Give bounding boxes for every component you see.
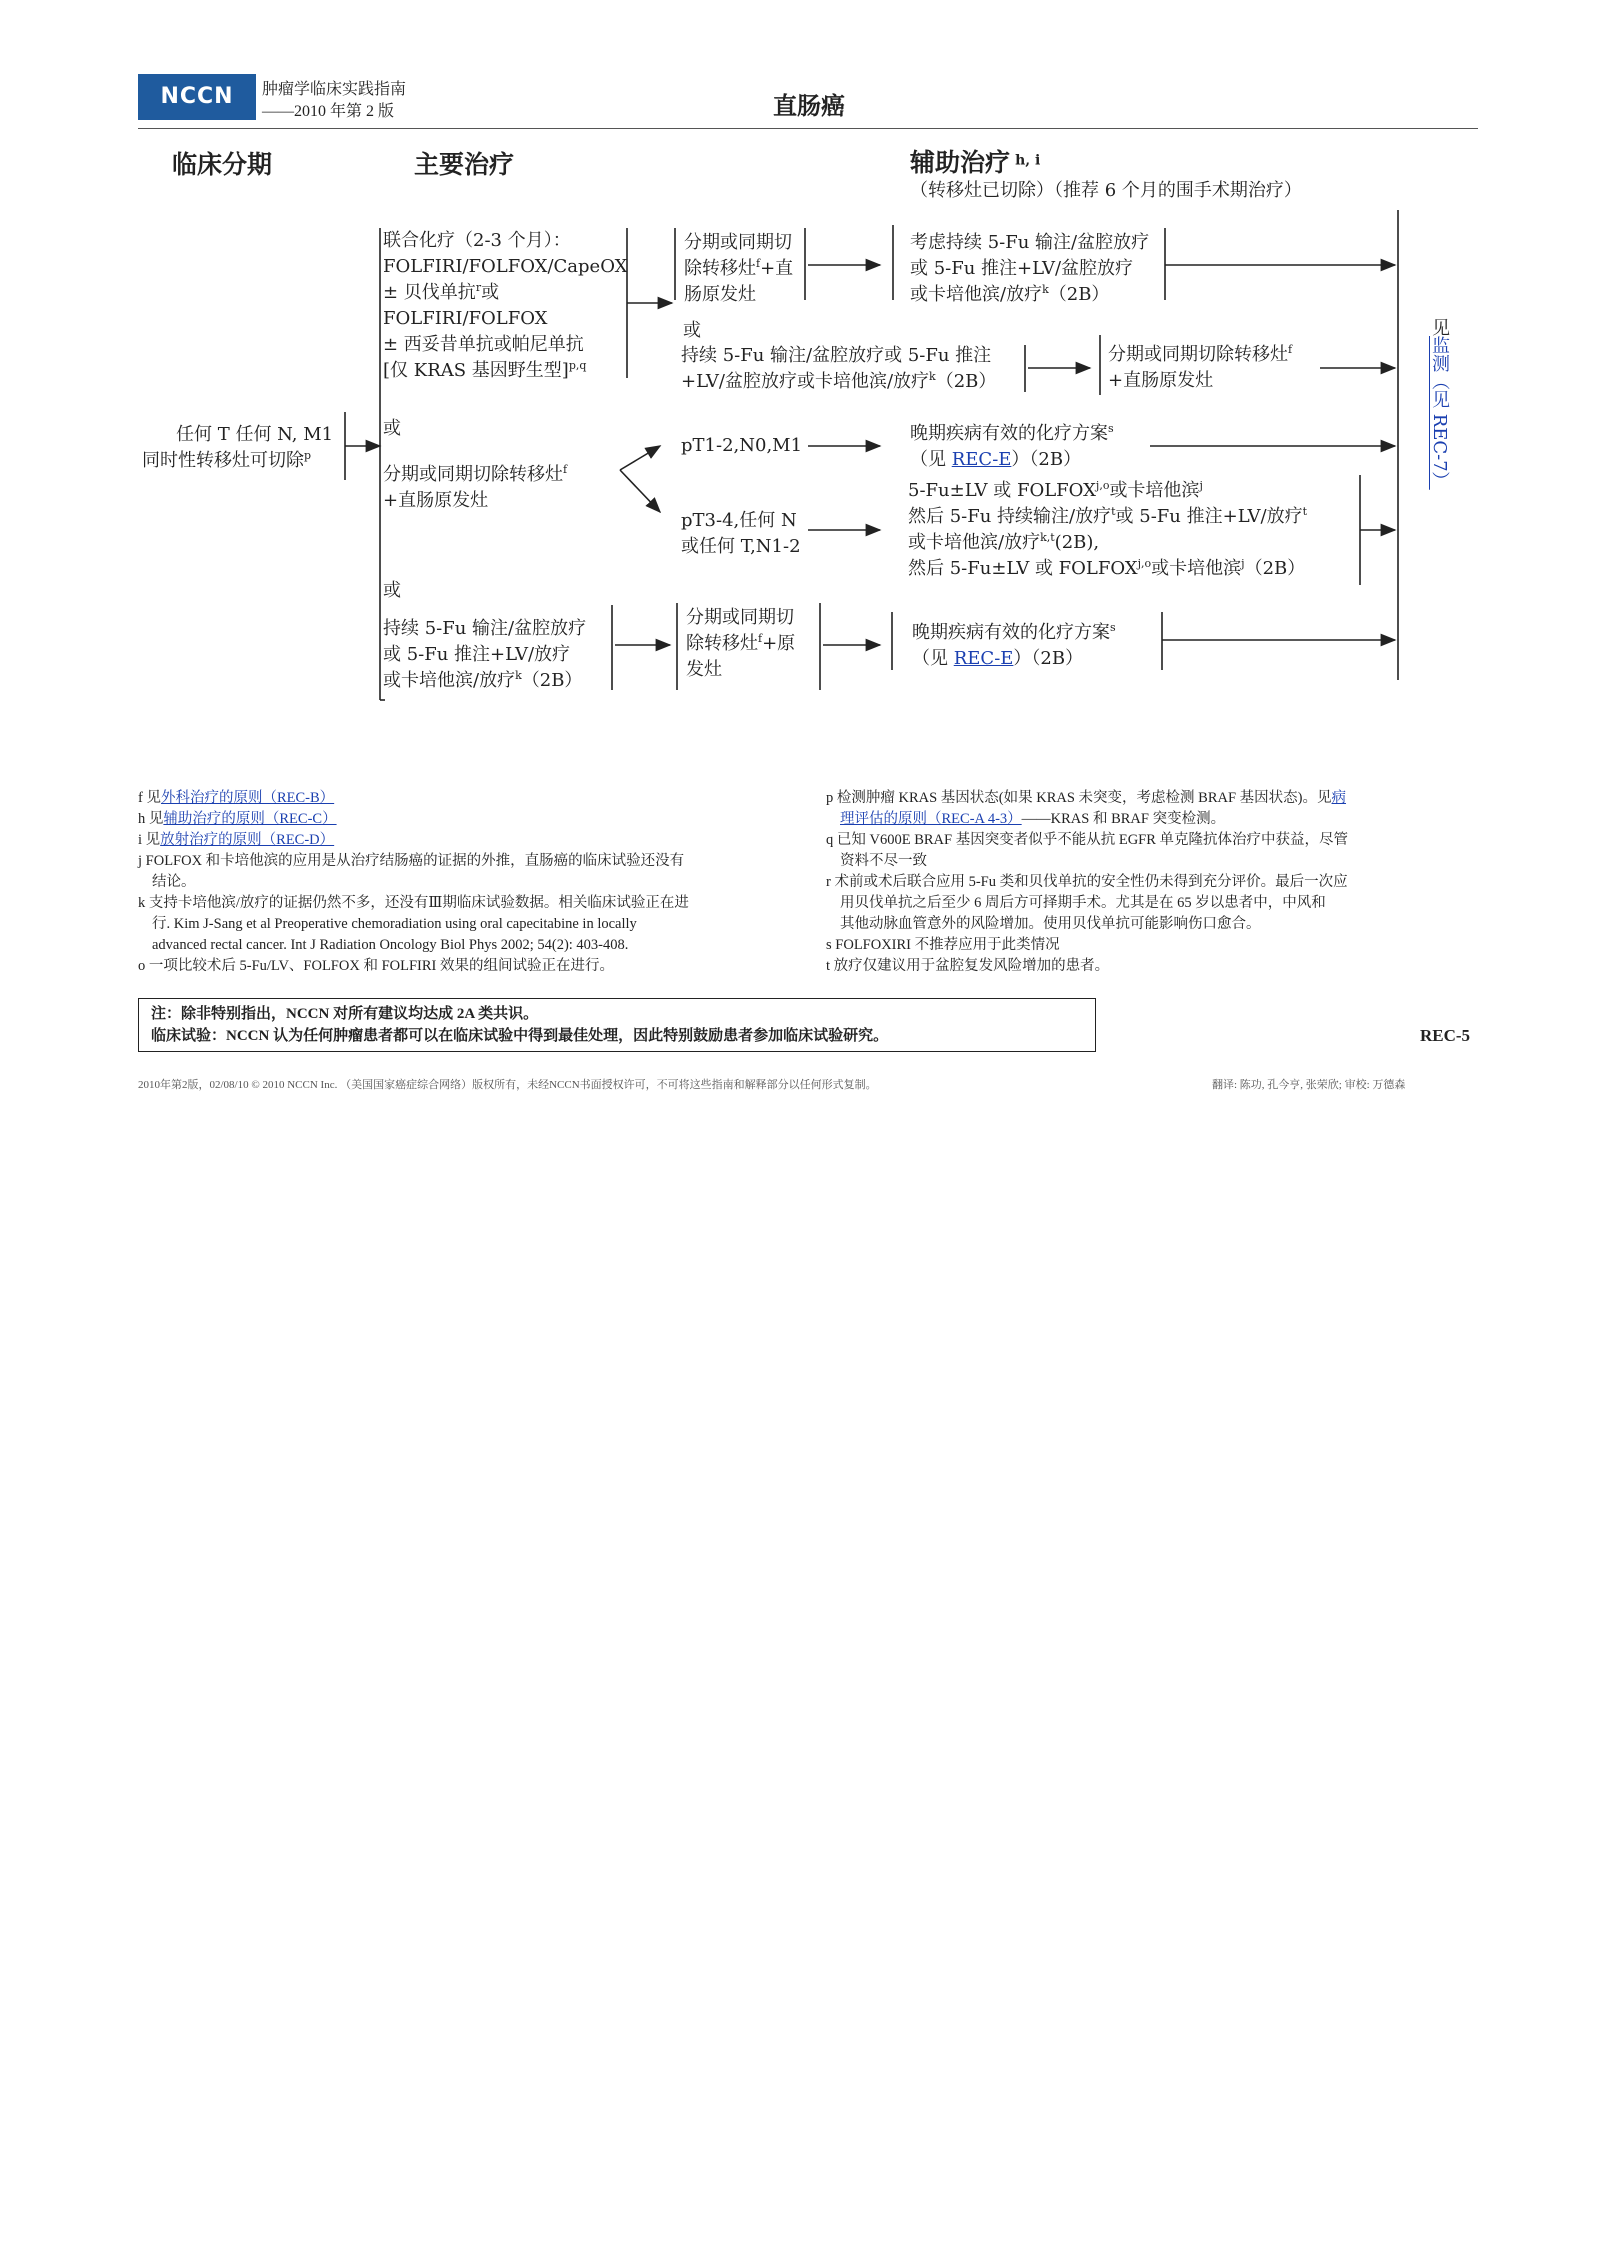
branch3-primary-line: 或 5-Fu 推注+LV/放疗 xyxy=(383,644,571,665)
branch2-lower-line: 或卡培他滨/放疗$^{k,t}$(2B), xyxy=(908,531,1100,553)
branch2-lower-stage-line: pT3-4,任何 N xyxy=(681,510,797,531)
footer-copyright: 2010年第2版，02/08/10 © 2010 NCCN Inc. （美国国家癌症综合网络）版权所有，未经NCCN书面授权许可，不可将这些指南和解释部分以任何形式复制。 xyxy=(138,1079,877,1091)
branch1-primary-line: FOLFIRI/FOLFOX xyxy=(383,308,548,329)
footnote-link[interactable]: 外科治疗的原则（REC-B） xyxy=(160,790,335,806)
branch3-primary xyxy=(383,616,586,694)
footnote-item xyxy=(826,788,1476,809)
branch1-primary-line: FOLFIRI/FOLFOX/CapeOX xyxy=(383,256,628,277)
note-line-2: 临床试验：NCCN 认为任何肿瘤患者都可以在临床试验中得到最佳处理，因此特别鼓励患者参加临床试验研究。 xyxy=(151,1028,889,1044)
header-subtitle-2: ——2010 年第 2 版 xyxy=(262,103,395,120)
footnote-text: FOLFOXIRI 不推荐应用于此类情况 xyxy=(835,937,1060,953)
branch2-surgery-line: +直肠原发灶 xyxy=(383,490,489,511)
branch3-adjuvant xyxy=(912,620,1116,672)
branch2-lower-stage xyxy=(681,508,801,560)
nccn-logo: NCCN xyxy=(138,74,256,120)
footnote-item xyxy=(138,914,798,935)
footnote-key: o xyxy=(138,958,146,974)
branch1-alt-surgery xyxy=(1108,342,1292,394)
branch1-surgery xyxy=(684,230,793,308)
footnote-text: 见 xyxy=(146,790,161,806)
footnote-item xyxy=(138,893,798,914)
branch1-adjuvant-line: 或 5-Fu 推注+LV/盆腔放疗 xyxy=(910,258,1134,279)
footnote-text: 用贝伐单抗之后至少 6 周后方可择期手术。尤其是在 65 岁以患者中，中风和 xyxy=(840,895,1326,911)
footnote-link[interactable]: 辅助治疗的原则（REC-C） xyxy=(163,811,337,827)
footnote-key: i xyxy=(138,832,143,848)
stage-line-1: 任何 T 任何 N, M1 xyxy=(176,424,334,445)
branch3-surgery-line: 分期或同期切 xyxy=(686,607,794,628)
footnote-text: 术前或术后联合应用 5-Fu 类和贝伐单抗的安全性仍未得到充分评价。最后一次应 xyxy=(834,874,1348,890)
column-primary-treatment: 主要治疗 xyxy=(414,150,515,179)
column-clinical-stage: 临床分期 xyxy=(172,150,273,179)
stage-sup: p xyxy=(304,449,312,462)
footnote-text: 结论。 xyxy=(152,874,196,890)
branch3-primary-line: 持续 5-Fu 输注/盆腔放疗 xyxy=(383,618,587,639)
branch1-primary xyxy=(383,228,627,384)
footnotes-left xyxy=(138,788,798,977)
footnote-key: p xyxy=(826,790,834,806)
footnote-item xyxy=(826,914,1476,935)
footnote-item xyxy=(138,872,798,893)
branch2-upper-line: 晚期疾病有效的化疗方案$^s$ xyxy=(910,422,1114,444)
footnote-item xyxy=(138,809,798,830)
footnote-key: t xyxy=(826,958,831,974)
branch3-primary-line: 或卡培他滨/放疗$^k$（2B） xyxy=(383,669,583,691)
footnote-item xyxy=(826,893,1476,914)
branch3-surgery-line: 发灶 xyxy=(686,659,722,680)
branch3-surgery-line: 除转移灶$^f$+原 xyxy=(686,632,796,654)
footnote-item xyxy=(826,809,1476,830)
branch2-lower-line: 5-Fu±LV 或 FOLFOX$^{j,o}$或卡培他滨$^j$ xyxy=(908,479,1203,501)
branch2-lower-stage-line: 或任何 T,N1-2 xyxy=(681,536,801,557)
footnote-key: q xyxy=(826,832,834,848)
page-code: REC-5 xyxy=(1420,1026,1471,1045)
footnote-link[interactable]: 理评估的原则（REC-A 4-3） xyxy=(840,811,1022,827)
footnote-key: r xyxy=(826,874,831,890)
footnote-text: 见 xyxy=(145,832,161,848)
footer-translators: 翻译: 陈功, 孔今亨, 张荣欣; 审校: 万德森 xyxy=(1212,1079,1406,1091)
branch2-surgery-line: 分期或同期切除转移灶$^f$ xyxy=(383,463,568,485)
footnote-text: 放疗仅建议用于盆腔复发风险增加的患者。 xyxy=(833,958,1110,974)
branch1-primary-line: ± 贝伐单抗$^r$或 xyxy=(383,281,500,303)
branch1-alt-line: 持续 5-Fu 输注/盆腔放疗或 5-Fu 推注 xyxy=(681,345,992,366)
footnote-key: k xyxy=(138,895,146,911)
footnote-item xyxy=(826,830,1476,851)
branch1-adjuvant-line: 或卡培他滨/放疗$^k$（2B） xyxy=(910,283,1110,305)
branch1-alt-surgery-line: 分期或同期切除转移灶$^f$ xyxy=(1108,343,1293,365)
footnote-text: 已知 V600E BRAF 基因突变者似乎不能从抗 EGFR 单克隆抗体治疗中获益，尽管 xyxy=(836,832,1349,848)
footnote-key: f xyxy=(138,790,143,806)
footnote-item xyxy=(138,830,798,851)
branch2-or: 或 xyxy=(383,418,401,439)
branch1-surgery-line: 分期或同期切 xyxy=(684,232,792,253)
footnote-item xyxy=(826,851,1476,872)
branch2-lower-adjuvant xyxy=(908,478,1307,582)
footnote-text: 资料不尽一致 xyxy=(840,853,927,869)
footnote-text: 其他动脉血管意外的风险增加。使用贝伐单抗可能影响伤口愈合。 xyxy=(840,916,1261,932)
footnote-text: 见 xyxy=(148,811,164,827)
branch3-surgery xyxy=(686,605,795,683)
footnote-item xyxy=(826,872,1476,893)
branch2-upper-line: （见 REC-E）（2B） xyxy=(910,449,1082,470)
adjuvant-heading-sup: h, i xyxy=(1015,152,1041,169)
branch1-primary-line: [仅 KRAS 基因野生型]$^{p,q}$ xyxy=(383,359,587,381)
rec-e-link[interactable]: REC-E xyxy=(951,449,1012,470)
monitor-link[interactable]: 监测 xyxy=(1429,336,1450,372)
footnotes-right xyxy=(826,788,1476,977)
footnote-text: 行. Kim J-Sang et al Preoperative chemoradiation using oral capecitabine in locally xyxy=(152,916,637,932)
branch2-lower-line: 然后 5-Fu 持续输注/放疗$^t$或 5-Fu 推注+LV/放疗$^t$ xyxy=(908,505,1307,527)
footnote-link[interactable]: 放射治疗的原则（REC-D） xyxy=(160,832,335,848)
branch1-adjuvant xyxy=(910,230,1149,308)
footnote-key: h xyxy=(138,811,146,827)
branch1-surgery-line: 除转移灶$^f$+直 xyxy=(684,257,794,279)
rec-e-link[interactable]: REC-E xyxy=(953,648,1014,669)
note-line-1: 注：除非特别指出，NCCN 对所有建议均达成 2A 类共识。 xyxy=(151,1006,539,1022)
footnote-text: 支持卡培他滨/放疗的证据仍然不多，还没有Ⅲ期临床试验数据。相关临床试验正在进 xyxy=(148,895,689,911)
branch1-alt-line: +LV/盆腔放疗或卡培他滨/放疗$^k$（2B） xyxy=(681,370,997,392)
branch1-or: 或 xyxy=(683,320,701,341)
footnote-item xyxy=(138,935,798,956)
footnote-item xyxy=(826,935,1476,956)
footnote-text: 检测肿瘤 KRAS 基因状态(如果 KRAS 未突变，考虑检测 BRAF 基因状态)。见 xyxy=(836,790,1332,806)
branch2-lower-line: 然后 5-Fu±LV 或 FOLFOX$^{j,o}$或卡培他滨$^j$（2B） xyxy=(908,557,1306,579)
branch1-primary-line: 联合化疗（2-3 个月）： xyxy=(383,230,571,251)
monitor-see: 见 xyxy=(1429,318,1450,336)
branch3-or: 或 xyxy=(383,580,401,601)
footnote-item xyxy=(138,956,798,977)
branch1-alt xyxy=(681,343,996,395)
footnote-text: advanced rectal cancer. Int J Radiation Oncology Biol Phys 2002; 54(2): 403-408. xyxy=(152,937,629,953)
branch2-upper-adjuvant xyxy=(910,421,1114,473)
footnote-text: 一项比较术后 5-Fu/LV、FOLFOX 和 FOLFIRI 效果的组间试验正在进行。 xyxy=(148,958,614,974)
branch2-surgery xyxy=(383,462,567,514)
branch1-surgery-line: 肠原发灶 xyxy=(684,284,756,305)
consensus-note xyxy=(138,998,1096,1052)
adjuvant-heading: 辅助治疗 xyxy=(910,148,1011,177)
footnote-item xyxy=(826,956,1476,977)
branch3-adjuvant-line: 晚期疾病有效的化疗方案$^s$ xyxy=(912,621,1116,643)
stage-line-2-text: 同时性转移灶可切除 xyxy=(142,450,304,471)
monitor-label xyxy=(1428,318,1450,490)
footnote-link[interactable]: 病 xyxy=(1331,790,1347,806)
branch1-alt-surgery-line: +直肠原发灶 xyxy=(1108,370,1214,391)
footnote-text: FOLFOX 和卡培他滨的应用是从治疗结肠癌的证据的外推，直肠癌的临床试验还没有 xyxy=(145,853,685,869)
adjuvant-subheading: （转移灶已切除）（推荐 6 个月的围手术期治疗） xyxy=(910,180,1302,201)
footnote-item xyxy=(138,851,798,872)
branch3-adjuvant-line: （见 REC-E）（2B） xyxy=(912,648,1084,669)
branch1-primary-line: ± 西妥昔单抗或帕尼单抗 xyxy=(383,334,584,355)
footnote-key: s xyxy=(826,937,832,953)
monitor-rec7-link[interactable]: （见 REC-7） xyxy=(1429,372,1450,490)
footnote-text-post: ——KRAS 和 BRAF 突变检测。 xyxy=(1021,811,1226,827)
page-title: 直肠癌 xyxy=(773,92,845,120)
branch2-upper-stage: pT1-2,N0,M1 xyxy=(681,435,803,456)
header-subtitle-1: 肿瘤学临床实践指南 xyxy=(262,81,407,98)
footnote-item xyxy=(138,788,798,809)
branch1-adjuvant-line: 考虑持续 5-Fu 输注/盆腔放疗 xyxy=(910,232,1150,253)
footnote-key: j xyxy=(138,853,143,869)
